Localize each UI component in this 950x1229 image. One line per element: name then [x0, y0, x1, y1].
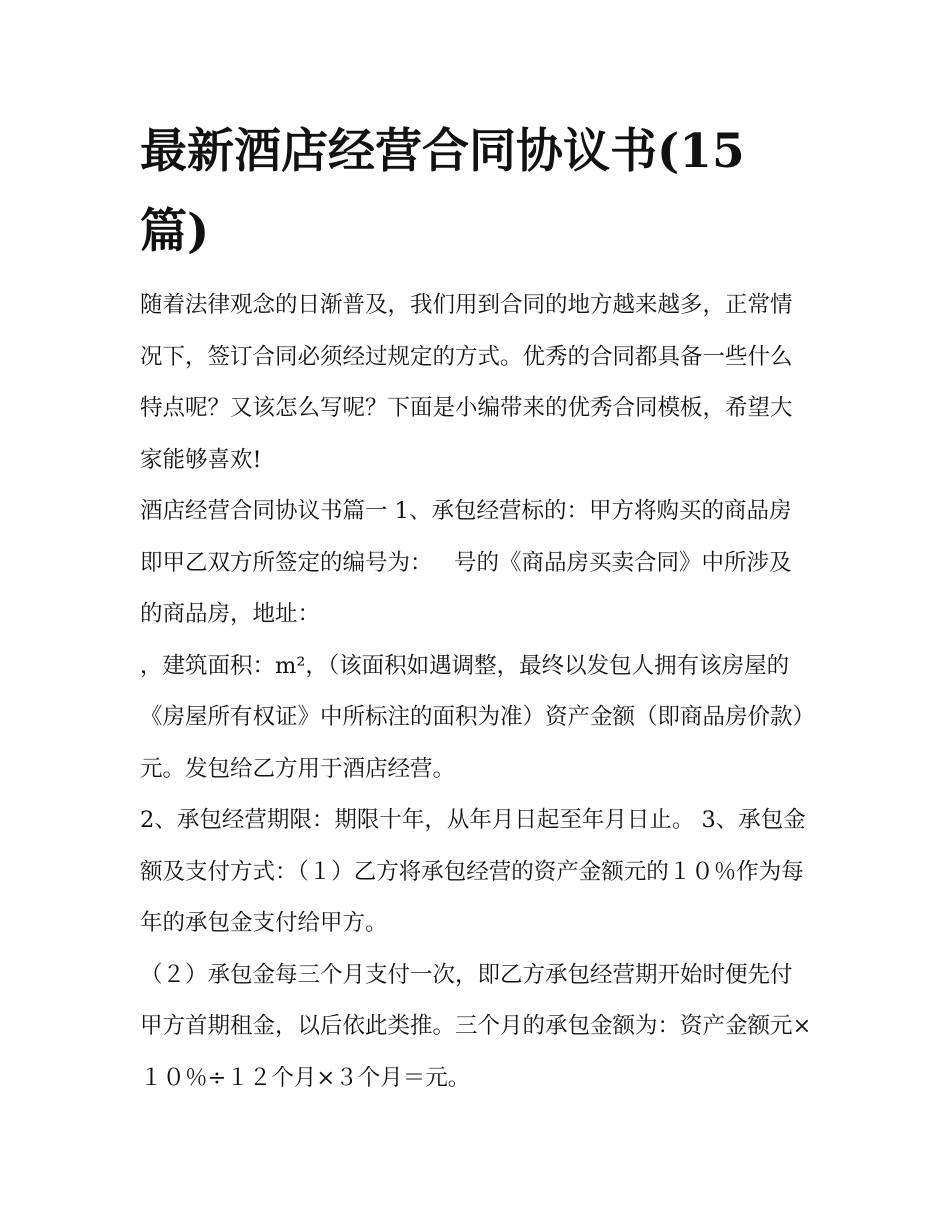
paragraph-section-1: 酒店经营合同协议书篇一 1、承包经营标的：甲方将购买的商品房即甲乙双方所签定的编号为： 号的《商品房买卖合同》中所涉及的商品房，地址： [140, 498, 792, 627]
paragraph-area: ，建筑面积：m²，（该面积如遇调整，最终以发包人拥有该房屋的《房屋所有权证》中所标注的面积为准）资产金额（即商品房价款）元。发包给乙方用于酒店经营。 [140, 652, 804, 782]
document-title: 最新酒店经营合同协议书(15篇) [140, 124, 745, 259]
paragraph-intro: 随着法律观念的日渐普及，我们用到合同的地方越来越多，正常情况下，签订合同必须经过规定的方式。优秀的合同都具备一些什么特点呢？又该怎么写呢？下面是小编带来的优秀合同模板，希望大家能够喜欢! [140, 292, 793, 473]
paragraph-term-payment: 2、承包经营期限：期限十年，从年月日起至年月日止。 3、承包金额及支付方式：（１）乙方将承包经营的资产金额元的１０％作为每年的承包金支付给甲方。 [140, 807, 806, 936]
title-block [140, 112, 812, 272]
paragraph-payment-schedule: （２）承包金每三个月支付一次，即乙方承包经营期开始时便先付甲方首期租金，以后依此类推。三个月的承包金额为：资产金额元×１０％÷１２个月×３个月＝元。 [140, 961, 812, 1091]
document-page [140, 112, 812, 1104]
